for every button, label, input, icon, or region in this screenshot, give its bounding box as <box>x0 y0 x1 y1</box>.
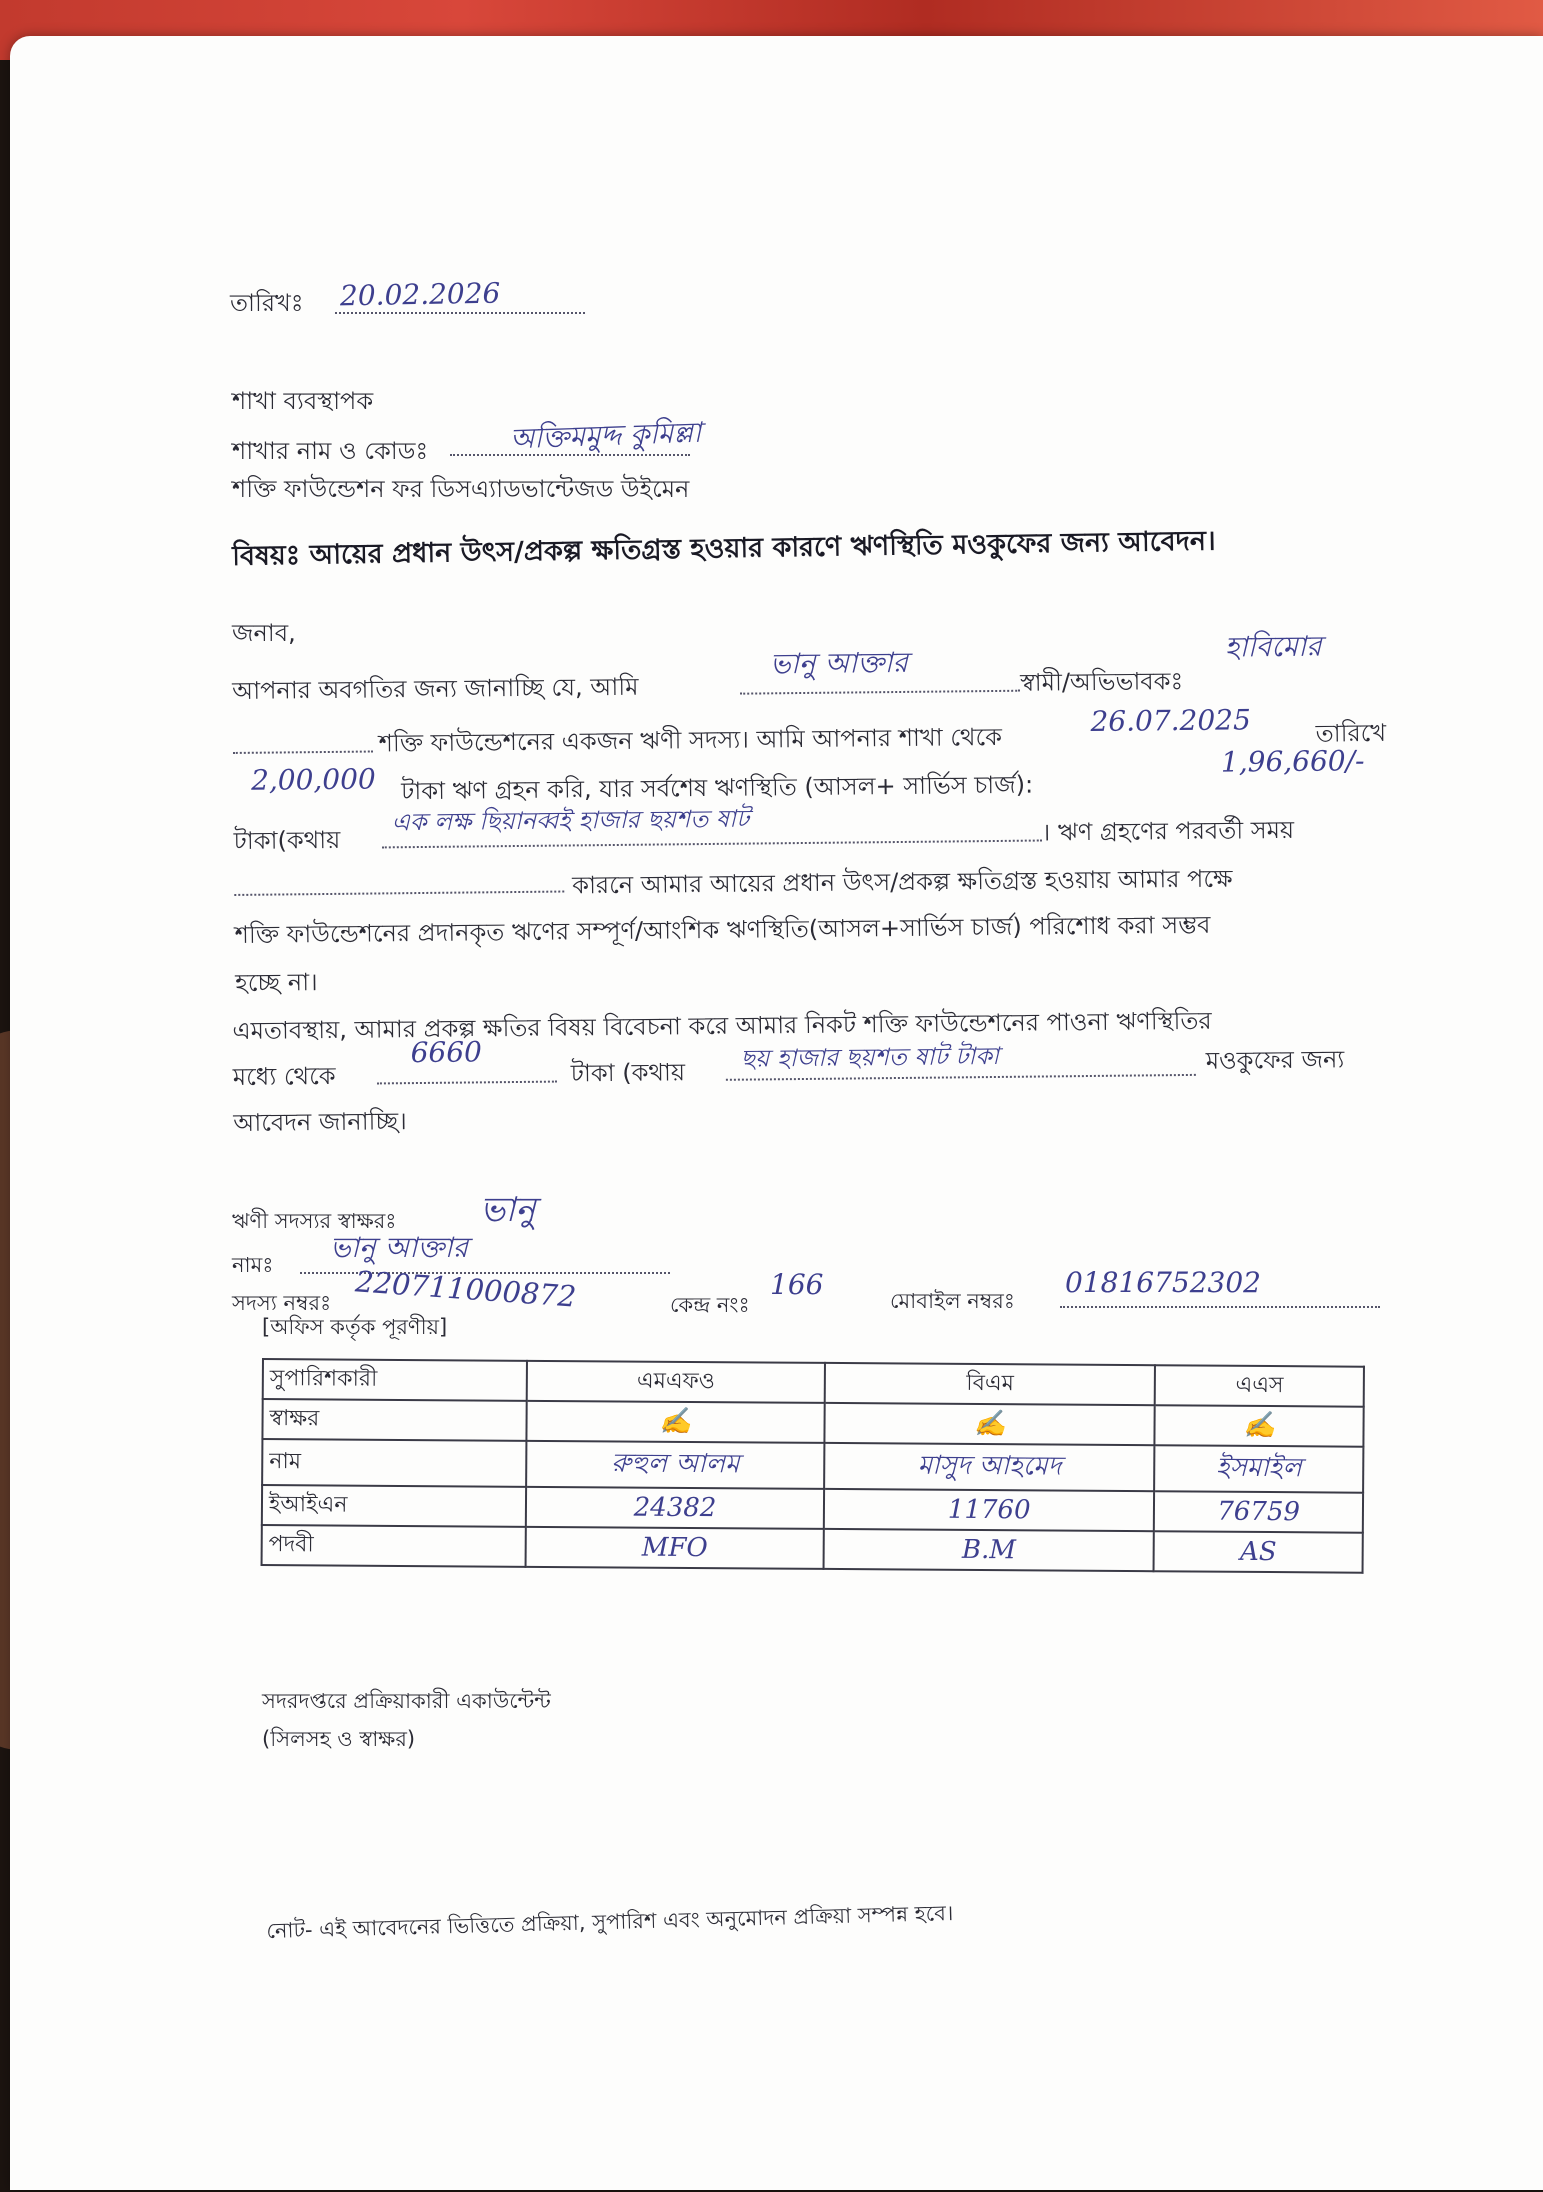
loan-date: 26.07.2025 <box>1090 703 1252 738</box>
branch-label: শাখার নাম ও কোডঃ <box>232 437 429 465</box>
salutation: জনাব, <box>232 619 296 647</box>
p2-line3: আবেদন জানাচ্ছি। <box>233 1107 407 1137</box>
mobile-label: মোবাইল নম্বরঃ <box>890 1289 1015 1313</box>
balance-amount: 1,96,660/- <box>1220 744 1365 779</box>
as-ein: 76759 <box>1154 1491 1363 1532</box>
p2-line2-c: মওকুফের জন্য <box>1205 1045 1345 1075</box>
loan-amount: 2,00,000 <box>250 762 376 797</box>
table-row <box>262 1525 1363 1573</box>
header-as: এএস <box>1155 1365 1364 1406</box>
header-bm: বিএম <box>825 1363 1155 1405</box>
center-label: কেন্দ্র নংঃ <box>670 1293 750 1317</box>
signature-label: ঋণী সদস্যর স্বাক্ষরঃ <box>232 1209 397 1233</box>
date-label: তারিখঃ <box>230 289 304 317</box>
org-name: শক্তি ফাউন্ডেশন ফর ডিসএ্যাডভান্টেজড উইমেন <box>232 475 690 503</box>
p1-line4-b: । ঋণ গ্রহণের পরবর্তী সময় <box>1041 815 1295 847</box>
mfo-name: রুহুল আলম <box>526 1441 824 1489</box>
p1-line6: শক্তি ফাউন্ডেশনের প্রদানকৃত ঋণের সম্পূর্ণ/আংশিক ঋণস্থিতি(আসল+সার্ভিস চার্জ) পরিশোধ করা সম্ভব <box>234 910 1211 949</box>
p1-line4-a: টাকা(কথায় <box>233 825 341 855</box>
center-no: 166 <box>770 1268 824 1301</box>
p2-line2-b: টাকা (কথায় <box>570 1058 686 1088</box>
row-label: ইআইএন <box>262 1485 526 1527</box>
row-label: নাম <box>262 1439 526 1487</box>
mfo-designation: MFO <box>526 1527 824 1569</box>
balance-words: এক লক্ষ ছিয়ানব্বই হাজার ছয়শত ষাট <box>391 804 750 837</box>
member-name-label: নামঃ <box>232 1253 274 1277</box>
bm-name: মাসুদ আহমেদ <box>824 1443 1155 1491</box>
accountant-sub: (সিলসহ ও স্বাক্ষর) <box>262 1727 416 1751</box>
mfo-signature: ✍ <box>526 1401 824 1443</box>
accountant-label: সদরদপ্তরে প্রক্রিয়াকারী একাউন্টেন্ট <box>262 1689 551 1713</box>
office-fill-label: [অফিস কর্তৃক পূরণীয়] <box>262 1315 448 1339</box>
paragraph-2 <box>0 22 1543 2192</box>
waive-words: ছয় হাজার ছয়শত ষাট টাকা <box>740 1041 1000 1073</box>
member-signature: ভানু <box>480 1190 536 1230</box>
p1-line5: কারনে আমার আয়ের প্রধান উৎস/প্রকল্প ক্ষতিগ্রস্ত হওয়ায় আমার পক্ষে <box>572 864 1233 900</box>
p2-line2-a: মধ্যে থেকে <box>232 1061 336 1091</box>
guardian-name: হাবিমোর <box>1224 629 1322 664</box>
p1-line3: টাকা ঋণ গ্রহন করি, যার সর্বশেষ ঋণস্থিতি (আসল+ সার্ভিস চার্জ): <box>401 770 1034 806</box>
subject-line: বিষয়ঃ আয়ের প্রধান উৎস/প্রকল্প ক্ষতিগ্রস্ত হওয়ার কারণে ঋণস্থিতি মওকুফের জন্য আবেদন। <box>231 525 1216 572</box>
bm-ein: 11760 <box>824 1489 1154 1531</box>
manager-label: শাখা ব্যবস্থাপক <box>232 387 374 415</box>
mobile-no: 01816752302 <box>1065 1266 1261 1299</box>
mfo-ein: 24382 <box>526 1487 824 1529</box>
p1-line2-a: শক্তি ফাউন্ডেশনের একজন ঋণী সদস্য। আমি আপনার শাখা থেকে <box>378 722 1003 758</box>
application-form <box>10 36 1543 2190</box>
date-value: 20.02.2026 <box>339 276 501 313</box>
member-no-label: সদস্য নম্বরঃ <box>232 1291 332 1315</box>
footer-note: নোট- এই আবেদনের ভিত্তিতে প্রক্রিয়া, সুপারিশ এবং অনুমোদন প্রক্রিয়া সম্পন্ন হবে। <box>266 1901 954 1943</box>
recommendation-table <box>261 1358 1365 1574</box>
as-designation: AS <box>1154 1531 1363 1572</box>
as-name: ইসমাইল <box>1154 1445 1363 1492</box>
member-name: ভানু আক্তার <box>330 1231 468 1264</box>
bm-designation: B.M <box>824 1529 1154 1571</box>
header-recommender: সুপারিশকারী <box>263 1359 527 1401</box>
p1-line2-b: তারিখে <box>1315 718 1387 748</box>
applicant-name: ভানু আক্তার <box>769 645 909 681</box>
bm-signature: ✍ <box>825 1403 1155 1445</box>
p1-line1-b: স্বামী/অভিভাবকঃ <box>1019 667 1184 697</box>
row-label: স্বাক্ষর <box>262 1399 526 1441</box>
p1-line7: হচ্ছে না। <box>235 968 318 997</box>
waive-amount: 6660 <box>410 1035 483 1070</box>
p2-line1: এমতাবস্থায়, আমার প্রকল্প ক্ষতির বিষয় বিবেচনা করে আমার নিকট শক্তি ফাউন্ডেশনের পাওনা ঋণস্থিতির <box>232 1006 1212 1045</box>
table-row <box>262 1439 1363 1493</box>
row-label: পদবী <box>262 1525 526 1567</box>
as-signature: ✍ <box>1155 1405 1364 1446</box>
p1-line1-a: আপনার অবগতির জন্য জানাচ্ছি যে, আমি <box>232 672 639 705</box>
branch-value: অক্তিমমুদ্দ কুমিল্লা <box>509 415 702 456</box>
member-no: 220711000872 <box>354 1264 578 1314</box>
header-mfo: এমএফও <box>527 1361 825 1403</box>
